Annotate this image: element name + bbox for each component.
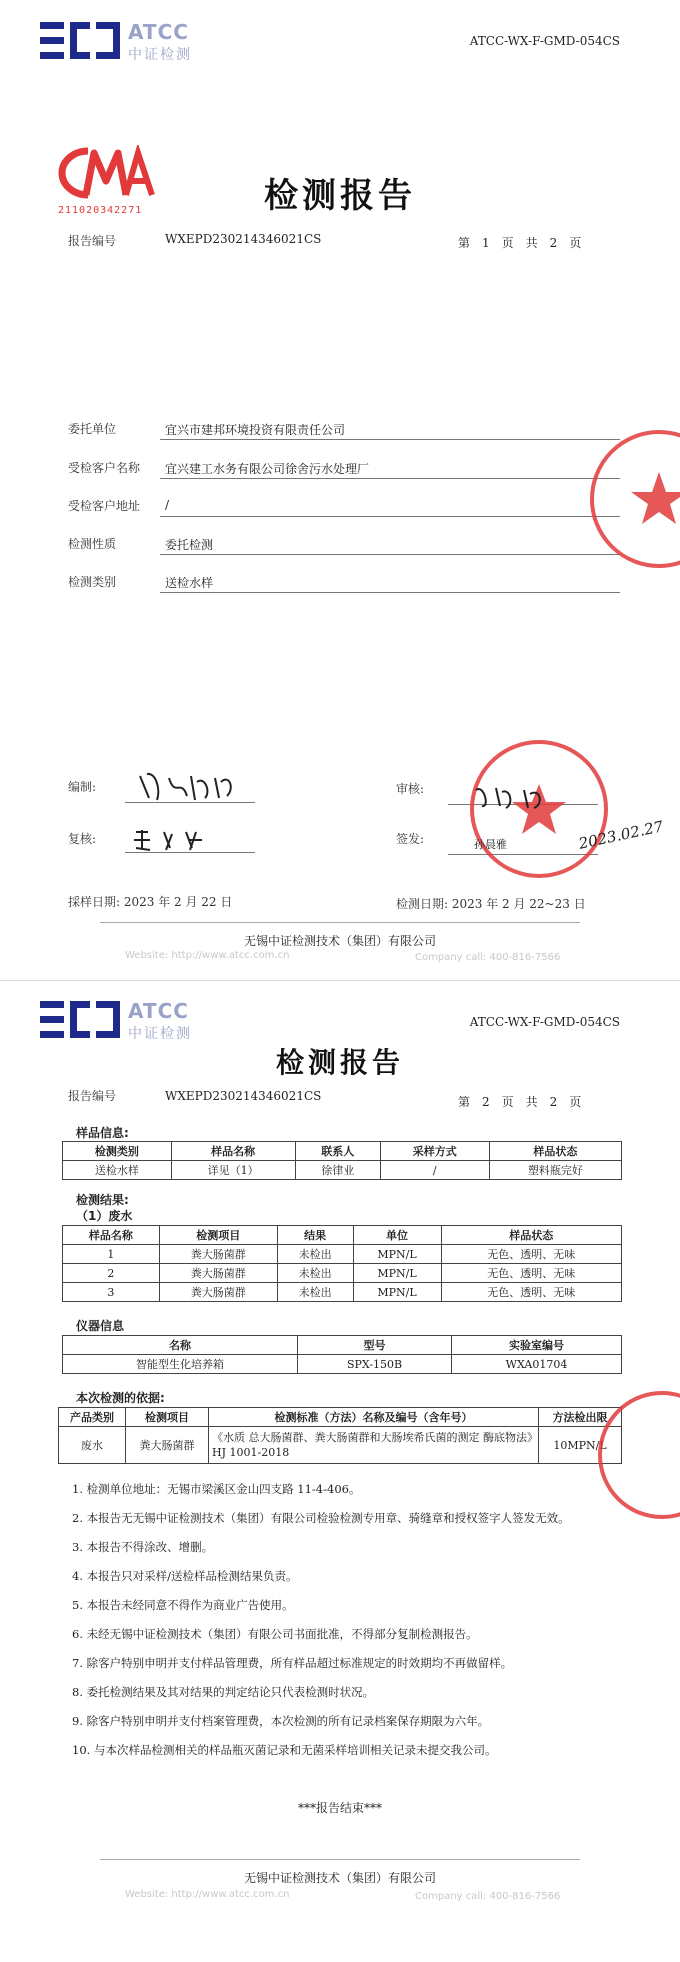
footer-website: Website: http://www.atcc.com.cn <box>125 950 290 961</box>
table-cell: 未检出 <box>277 1245 353 1264</box>
table-row <box>59 1427 622 1464</box>
table-header-cell: 方法检出限 <box>539 1408 622 1427</box>
field-value-customer-address: / <box>165 498 170 512</box>
compiler-signature <box>135 768 245 814</box>
table-cell: 智能型生化培养箱 <box>63 1355 298 1374</box>
logo-en-text: ATCC <box>128 20 189 44</box>
table-cell: 详见（1） <box>171 1161 295 1180</box>
table-header-cell: 检测类别 <box>63 1142 172 1161</box>
signature-underline <box>125 802 255 803</box>
table-cell: 未检出 <box>277 1264 353 1283</box>
table-header-row <box>63 1142 622 1161</box>
table-header-row <box>63 1226 622 1245</box>
star-icon <box>594 434 680 564</box>
cma-code: 211020342271 <box>58 205 143 216</box>
footer-phone: Company call: 400-816-7566 <box>415 952 561 963</box>
field-label-client: 委托单位 <box>68 422 117 436</box>
table-header-row <box>63 1336 622 1355</box>
table-cell: 粪大肠菌群 <box>159 1264 277 1283</box>
table-cell: 未检出 <box>277 1283 353 1302</box>
table-cell: 2 <box>63 1264 160 1283</box>
table-cell: 送检水样 <box>63 1161 172 1180</box>
table-header-cell: 检测项目 <box>126 1408 209 1427</box>
note-item: 3. 本报告不得涂改、增删。 <box>72 1540 214 1554</box>
page-title: 检测报告 <box>264 176 416 216</box>
signer-name: 孙晨雅 <box>474 838 507 851</box>
sample-info-title: 样品信息: <box>76 1126 129 1140</box>
footer-company: 无锡中证检测技术（集团）有限公司 <box>243 934 436 948</box>
note-item: 8. 委托检测结果及其对结果的判定结论只代表检测时状况。 <box>72 1685 375 1699</box>
field-value-test-nature: 委托检测 <box>165 538 214 552</box>
doc-code: ATCC-WX-F-GMD-054CS <box>469 34 620 48</box>
logo-cn-text: 中证检测 <box>128 47 192 63</box>
atcc-logo <box>40 20 200 64</box>
atcc-logo-mark <box>40 1001 122 1039</box>
sample-date: 採样日期: 2023 年 2 月 22 日 <box>68 895 233 909</box>
test-date: 检测日期: 2023 年 2 月 22~23 日 <box>396 897 586 911</box>
table-header-cell: 样品名称 <box>171 1142 295 1161</box>
footer-divider <box>100 922 580 923</box>
report-no: WXEPD230214346021CS <box>165 1089 322 1103</box>
compile-label: 编制: <box>68 780 97 794</box>
table-cell: 徐律业 <box>295 1161 380 1180</box>
table-cell: 粪大肠菌群 <box>159 1283 277 1302</box>
table-header-cell: 名称 <box>63 1336 298 1355</box>
report-no-label: 报告编号 <box>68 1089 117 1103</box>
note-item: 1. 检测单位地址：无锡市梁溪区金山四支路 11-4-406。 <box>72 1482 361 1496</box>
table-header-cell: 实验室编号 <box>451 1336 621 1355</box>
table-row <box>63 1264 622 1283</box>
logo-en-text: ATCC <box>128 999 189 1023</box>
table-cell: 无色、透明、无味 <box>441 1264 621 1283</box>
doc-code: ATCC-WX-F-GMD-054CS <box>469 1015 620 1029</box>
table-cell: WXA01704 <box>451 1355 621 1374</box>
table-cell: 塑料瓶完好 <box>489 1161 621 1180</box>
field-label-customer-name: 受检客户名称 <box>68 461 141 475</box>
table-cell: 粪大肠菌群 <box>126 1427 209 1464</box>
table-header-cell: 单位 <box>353 1226 441 1245</box>
results-table <box>62 1225 622 1302</box>
page-title: 检测报告 <box>275 1046 404 1079</box>
handwritten-signature <box>130 826 230 854</box>
reviewer-signature <box>130 826 230 858</box>
basis-table <box>58 1407 622 1464</box>
basis-title: 本次检测的依据: <box>76 1391 165 1405</box>
company-seal-edge <box>590 430 680 568</box>
report-no-label: 报告编号 <box>68 234 117 248</box>
atcc-logo-mark <box>40 22 122 60</box>
sign-label: 签发: <box>396 832 425 846</box>
auditor-signature <box>470 782 580 816</box>
table-cell: MPN/L <box>353 1264 441 1283</box>
table-cell: 无色、透明、无味 <box>441 1245 621 1264</box>
table-header-cell: 型号 <box>298 1336 452 1355</box>
table-cell: MPN/L <box>353 1245 441 1264</box>
table-header-row <box>59 1408 622 1427</box>
table-row <box>63 1283 622 1302</box>
table-row <box>63 1355 622 1374</box>
footer-company: 无锡中证检测技术（集团）有限公司 <box>243 1871 436 1885</box>
note-item: 6. 未经无锡中证检测技术（集团）有限公司书面批准，不得部分复制检测报告。 <box>72 1627 478 1641</box>
instrument-table <box>62 1335 622 1374</box>
table-cell: MPN/L <box>353 1283 441 1302</box>
table-cell: 粪大肠菌群 <box>159 1245 277 1264</box>
note-item: 5. 本报告未经同意不得作为商业广告使用。 <box>72 1598 294 1612</box>
note-item: 9. 除客户特别申明并支付档案管理费，本次检测的所有记录档案保存期限为六年。 <box>72 1714 490 1728</box>
field-underline <box>160 478 620 479</box>
table-header-cell: 采样方式 <box>380 1142 489 1161</box>
table-cell: 无色、透明、无味 <box>441 1283 621 1302</box>
table-cell: / <box>380 1161 489 1180</box>
table-header-cell: 产品类别 <box>59 1408 126 1427</box>
field-underline <box>160 592 620 593</box>
handwritten-signature <box>470 782 580 812</box>
table-header-cell: 样品名称 <box>63 1226 160 1245</box>
field-underline <box>160 439 620 440</box>
note-item: 7. 除客户特别申明并支付样品管理费，所有样品超过标准规定的时效期均不再做留样。 <box>72 1656 513 1670</box>
review-label: 复核: <box>68 832 97 846</box>
table-row <box>63 1161 622 1180</box>
table-header-cell: 样品状态 <box>441 1226 621 1245</box>
instrument-title: 仪器信息 <box>76 1319 125 1333</box>
table-cell: 10MPN/L <box>539 1427 622 1464</box>
note-item: 10. 与本次样品检测相关的样品瓶灭菌记录和无菌采样培训相关记录未提交我公司。 <box>72 1743 497 1757</box>
report-no: WXEPD230214346021CS <box>165 232 322 246</box>
table-cell: 3 <box>63 1283 160 1302</box>
table-header-cell: 结果 <box>277 1226 353 1245</box>
table-header-cell: 样品状态 <box>489 1142 621 1161</box>
table-cell: 1 <box>63 1245 160 1264</box>
table-cell: SPX-150B <box>298 1355 452 1374</box>
signature-underline <box>125 852 255 853</box>
sample-info-table <box>62 1141 622 1180</box>
note-item: 4. 本报告只对采样/送检样品检测结果负责。 <box>72 1569 298 1583</box>
field-value-test-category: 送检水样 <box>165 576 214 590</box>
table-cell: 《水质 总大肠菌群、粪大肠菌群和大肠埃希氏菌的测定 酶底物法》HJ 1001-2018 <box>209 1427 539 1464</box>
field-label-test-nature: 检测性质 <box>68 537 117 551</box>
sign-date: 2023.02.27 <box>577 817 665 853</box>
table-header-cell: 检测标准（方法）名称及编号（含年号） <box>209 1408 539 1427</box>
page-info: 第 2 页 共 2 页 <box>458 1095 582 1109</box>
field-underline <box>160 516 620 517</box>
field-value-client: 宜兴市建邦环境投资有限责任公司 <box>165 423 346 437</box>
field-label-test-category: 检测类别 <box>68 575 117 589</box>
report-page-2 <box>0 980 680 1962</box>
table-cell: 废水 <box>59 1427 126 1464</box>
footer-phone: Company call: 400-816-7566 <box>415 1891 561 1902</box>
table-row <box>63 1245 622 1264</box>
report-page-1 <box>0 0 680 980</box>
footer-divider <box>100 1859 580 1860</box>
table-header-cell: 检测项目 <box>159 1226 277 1245</box>
field-value-customer-name: 宜兴建工水务有限公司徐舍污水处理厂 <box>165 462 370 476</box>
field-underline <box>160 554 620 555</box>
field-label-customer-address: 受检客户地址 <box>68 499 141 513</box>
logo-cn-text: 中证检测 <box>128 1026 192 1042</box>
results-subtitle: （1）废水 <box>76 1209 133 1223</box>
footer-website: Website: http://www.atcc.com.cn <box>125 1889 290 1900</box>
audit-label: 审核: <box>396 782 425 796</box>
results-title: 检测结果: <box>76 1193 129 1207</box>
atcc-logo <box>40 999 200 1043</box>
note-item: 2. 本报告无无锡中证检测技术（集团）有限公司检验检测专用章、骑缝章和授权签字人签发无效。 <box>72 1511 570 1525</box>
page-info: 第 1 页 共 2 页 <box>458 236 582 250</box>
report-end-mark: ***报告结束*** <box>297 1801 382 1815</box>
table-header-cell: 联系人 <box>295 1142 380 1161</box>
